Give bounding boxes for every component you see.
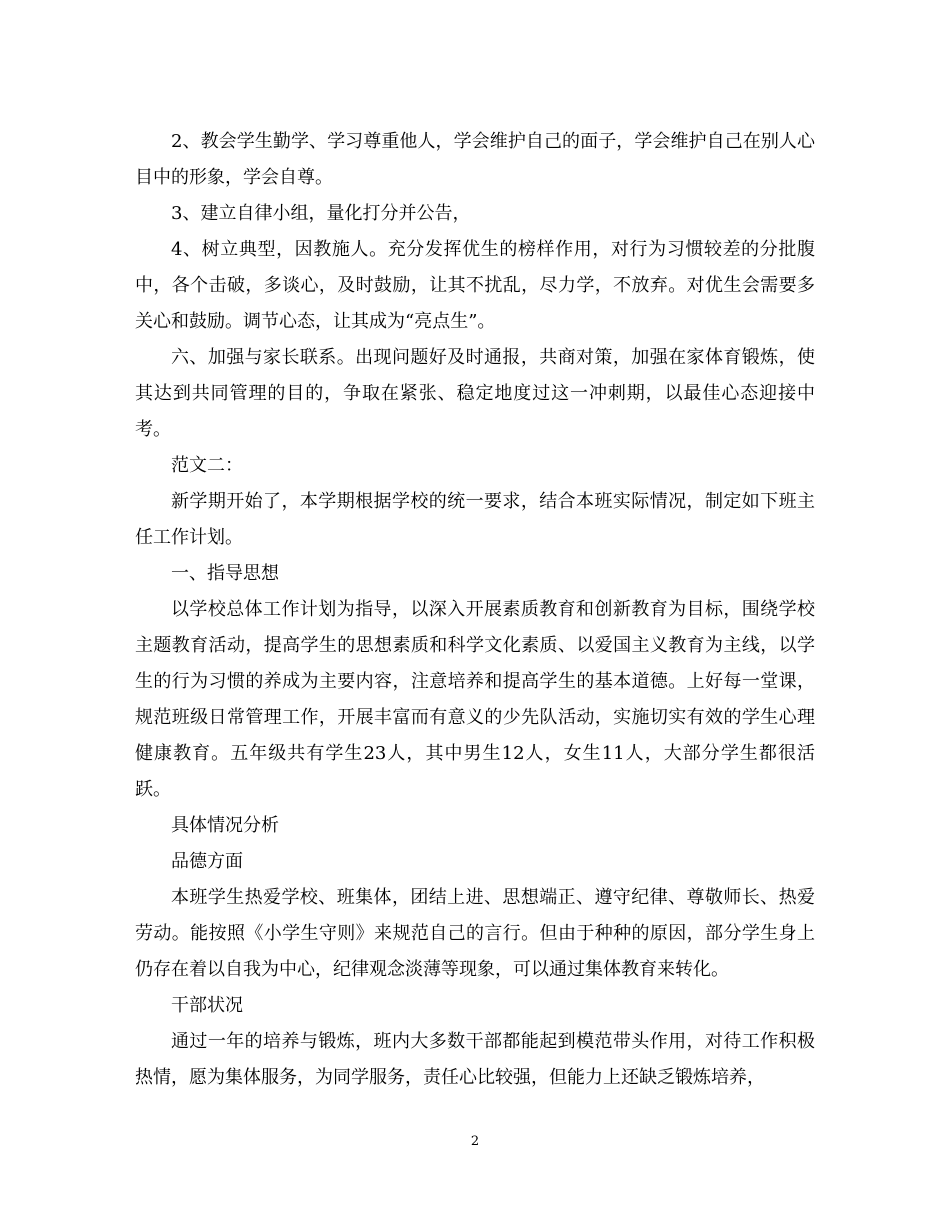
paragraph: 以学校总体工作计划为指导，以深入开展素质教育和创新教育为目标，围绕学校主题教育活动，提高学生的思想素质和科学文化素质、以爱国主义教育为主线，以学生的行为习惯的养成为主要内容，注意培养和提高学生的基本道德。上好每一堂课，规范班级日常管理工作，开展丰富而有意义的少先队活动，实施切实有效的学生心理健康教育。五年级共有学生23人，其中男生12人，女生11人，大部分学生都很活跃。 bbox=[135, 599, 815, 800]
section-heading: 品德方面 bbox=[171, 851, 243, 872]
section-heading: 一、指导思想 bbox=[171, 563, 279, 584]
section-heading: 范文二： bbox=[171, 455, 243, 476]
paragraph: 2、教会学生勤学、学习尊重他人，学会维护自己的面子，学会维护自己在别人心目中的形象，学会自尊。 bbox=[135, 131, 815, 188]
paragraph: 通过一年的培养与锻炼，班内大多数干部都能起到模范带头作用，对待工作积极热情，愿为集体服务，为同学服务，责任心比较强，但能力上还缺乏锻炼培养， bbox=[135, 1031, 815, 1088]
paragraph: 本班学生热爱学校、班集体，团结上进、思想端正、遵守纪律、尊敬师长、热爱劳动。能按照《小学生守则》来规范自己的言行。但由于种种的原因，部分学生身上仍存在着以自我为中心，纪律观念淡薄等现象，可以通过集体教育来转化。 bbox=[135, 887, 815, 980]
section-heading: 干部状况 bbox=[171, 995, 243, 1016]
paragraph: 3、建立自律小组，量化打分并公告， bbox=[171, 203, 471, 224]
paragraph: 4、树立典型，因教施人。充分发挥优生的榜样作用，对行为习惯较差的分批腹中，各个击破，多谈心，及时鼓励，让其不扰乱，尽力学，不放弃。对优生会需要多关心和鼓励。调节心态，让其成为“亮点生”。 bbox=[135, 239, 815, 332]
page-number: 2 bbox=[470, 1134, 480, 1149]
paragraph: 六、加强与家长联系。出现问题好及时通报，共商对策，加强在家体育锻炼，使其达到共同管理的目的，争取在紧张、稳定地度过这一冲刺期，以最佳心态迎接中考。 bbox=[135, 347, 815, 440]
document-body bbox=[135, 124, 815, 1096]
section-heading: 具体情况分析 bbox=[171, 815, 279, 836]
paragraph: 新学期开始了，本学期根据学校的统一要求，结合本班实际情况，制定如下班主任工作计划。 bbox=[135, 491, 815, 548]
